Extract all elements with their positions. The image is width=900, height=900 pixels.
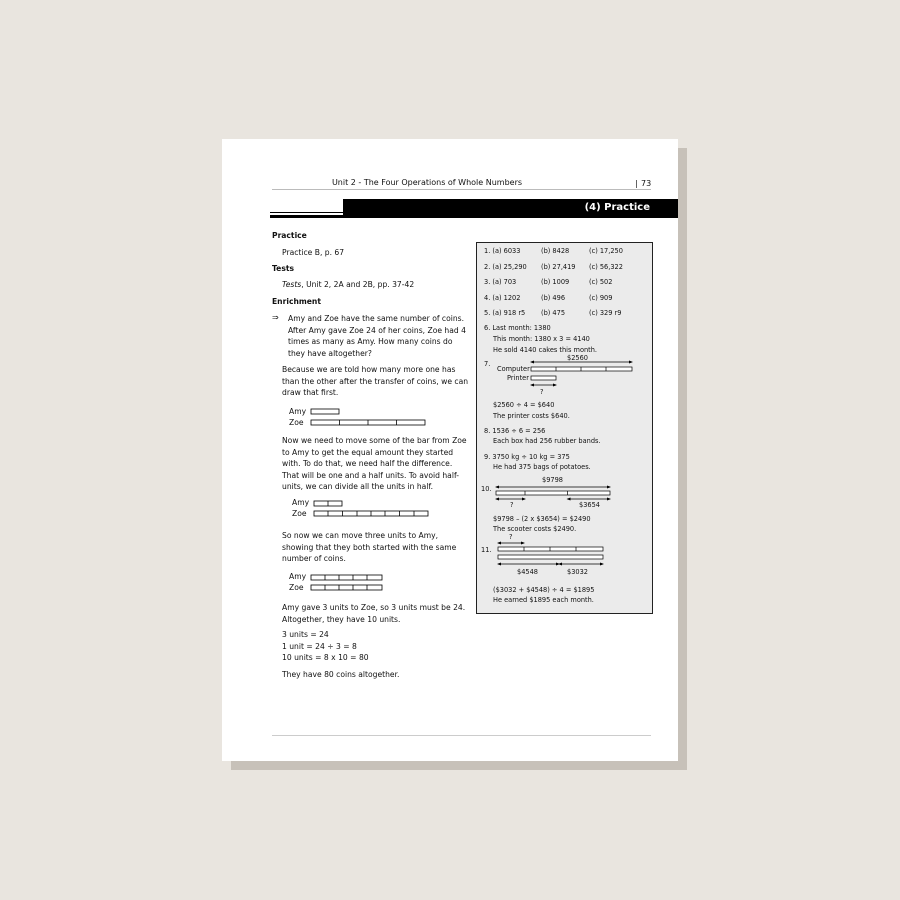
para-line: with. To do that, we need half the difference. (282, 459, 453, 468)
answer-panel (476, 242, 653, 614)
answer-3c: (c) 502 (589, 278, 613, 286)
para-line: Because we are told how many more one has (282, 365, 456, 374)
bar-label-zoe: Zoe (289, 418, 304, 427)
q7-computer-label: Computer (497, 365, 530, 373)
bar-model-2 (313, 500, 433, 520)
answer-1a: 1. (a) 6033 (484, 247, 521, 255)
practice-heading: Practice (272, 231, 307, 240)
enrichment-heading: Enrichment (272, 297, 321, 306)
arrow-icon: ⇒ (272, 313, 279, 322)
q10-number: 10. (481, 485, 492, 493)
answer-6-line: He sold 4140 cakes this month. (493, 346, 598, 354)
conclusion: They have 80 coins altogether. (282, 670, 400, 679)
para-line: than the other after the transfer of coins, we can (282, 376, 469, 386)
answer-4c: (c) 909 (589, 293, 613, 302)
q10-calc: $9798 – (2 x $3654) = $2490 (493, 515, 591, 523)
answer-3a: 3. (a) 703 (484, 278, 517, 286)
answer-5b: (b) 475 (541, 309, 566, 317)
header-rule (272, 189, 651, 190)
calc-line: 1 unit = 24 ÷ 3 = 8 (282, 641, 357, 651)
q7-number: 7. (484, 360, 491, 368)
para-line: number of coins. (282, 554, 346, 563)
answer-1c: (c) 17,250 (589, 247, 623, 255)
tests-heading: Tests (272, 264, 294, 273)
para-line: Amy gave 3 units to Zoe, so 3 units must be 24. (282, 603, 466, 612)
problem-line: they have altogether? (288, 348, 372, 358)
q11-answer: He earned $1895 each month. (493, 596, 594, 604)
bar-label-amy: Amy (289, 407, 307, 416)
section-title: (4) Practice (584, 202, 650, 213)
q11-question-mark: ? (509, 533, 513, 541)
bar-model-3 (310, 574, 390, 594)
answer-5c: (c) 329 r9 (589, 309, 622, 317)
tests-ref-detail: , Unit 2, 2A and 2B, pp. 37-42 (301, 280, 415, 289)
para-line: to Amy to get the equal amount they started (282, 447, 454, 457)
running-header: Unit 2 - The Four Operations of Whole Numbers (331, 178, 523, 187)
para-line: Altogether, they have 10 units. (282, 614, 401, 624)
footer-rule (272, 735, 651, 736)
header-separator: | (635, 179, 638, 188)
q7-printer-label: Printer (507, 374, 529, 382)
q11-label-a: $4548 (517, 568, 538, 576)
q7-calc: $2560 ÷ 4 = $640 (493, 401, 555, 409)
problem-line: After Amy gave Zoe 24 of her coins, Zoe had 4 (288, 325, 466, 335)
q11-calc: ($3032 + $4548) ÷ 4 = $1895 (493, 586, 595, 594)
document-page (222, 139, 678, 761)
q11-number: 11. (481, 546, 492, 554)
tests-ref (282, 279, 414, 291)
tests-ref-title: Tests (282, 280, 302, 289)
answer-9-line: He had 375 bags of potatoes. (493, 463, 591, 471)
answer-4a: 4. (a) 1202 (484, 293, 521, 302)
para-line: That will be one and a half units. To avoid half- (282, 470, 459, 480)
answer-4b: (b) 496 (541, 293, 566, 302)
para-line: units, we can divide all the units in half. (282, 482, 433, 491)
answer-8-line: 8. 1536 ÷ 6 = 256 (484, 427, 546, 435)
calc-line: 3 units = 24 (282, 630, 329, 639)
q7-bar-diagram (530, 360, 640, 390)
answer-2b: (b) 27,419 (541, 262, 576, 271)
answer-8-line: Each box had 256 rubber bands. (493, 437, 601, 445)
answer-9-line: 9. 3750 kg ÷ 10 kg = 375 (484, 453, 570, 461)
page-number: 73 (641, 179, 652, 188)
para-line: draw that first. (282, 388, 339, 397)
answer-5a: 5. (a) 918 r5 (484, 309, 526, 317)
answer-2c: (c) 56,322 (589, 262, 623, 271)
para-line: showing that they both started with the same (282, 542, 457, 552)
bar-label-amy: Amy (292, 498, 310, 507)
answer-2a: 2. (a) 25,290 (484, 262, 527, 271)
answer-3b: (b) 1009 (541, 278, 570, 286)
q7-answer: The printer costs $640. (493, 412, 570, 420)
practice-ref: Practice B, p. 67 (282, 248, 345, 257)
problem-line: Amy and Zoe have the same number of coins. (288, 314, 465, 323)
q11-label-b: $3032 (567, 568, 588, 576)
answer-6-line: This month: 1380 x 3 = 4140 (493, 335, 590, 343)
answer-1b: (b) 8428 (541, 247, 570, 255)
q7-total-label: $2560 (567, 354, 588, 362)
q10-part-label: $3654 (579, 501, 600, 509)
section-band (343, 199, 678, 218)
band-thin-rule (270, 212, 344, 213)
bar-label-zoe: Zoe (292, 509, 307, 518)
bar-label-amy: Amy (289, 572, 307, 581)
para-line: So now we can move three units to Amy, (282, 531, 439, 540)
q7-question-mark: ? (540, 388, 544, 396)
bar-model-1 (310, 408, 430, 428)
bar-label-zoe: Zoe (289, 583, 304, 592)
q10-total-label: $9798 (542, 476, 563, 484)
problem-line: times as many as Amy. How many coins do (288, 337, 453, 346)
q10-question-mark: ? (510, 501, 514, 509)
q10-bar-diagram (495, 485, 615, 505)
answer-6-line: 6. Last month: 1380 (484, 324, 551, 332)
calc-line: 10 units = 8 x 10 = 80 (282, 653, 369, 662)
q11-bar-diagram (497, 541, 612, 571)
q10-answer: The scooter costs $2490. (493, 525, 577, 533)
para-line: Now we need to move some of the bar from Zoe (282, 436, 467, 445)
band-thick-rule (270, 215, 344, 218)
